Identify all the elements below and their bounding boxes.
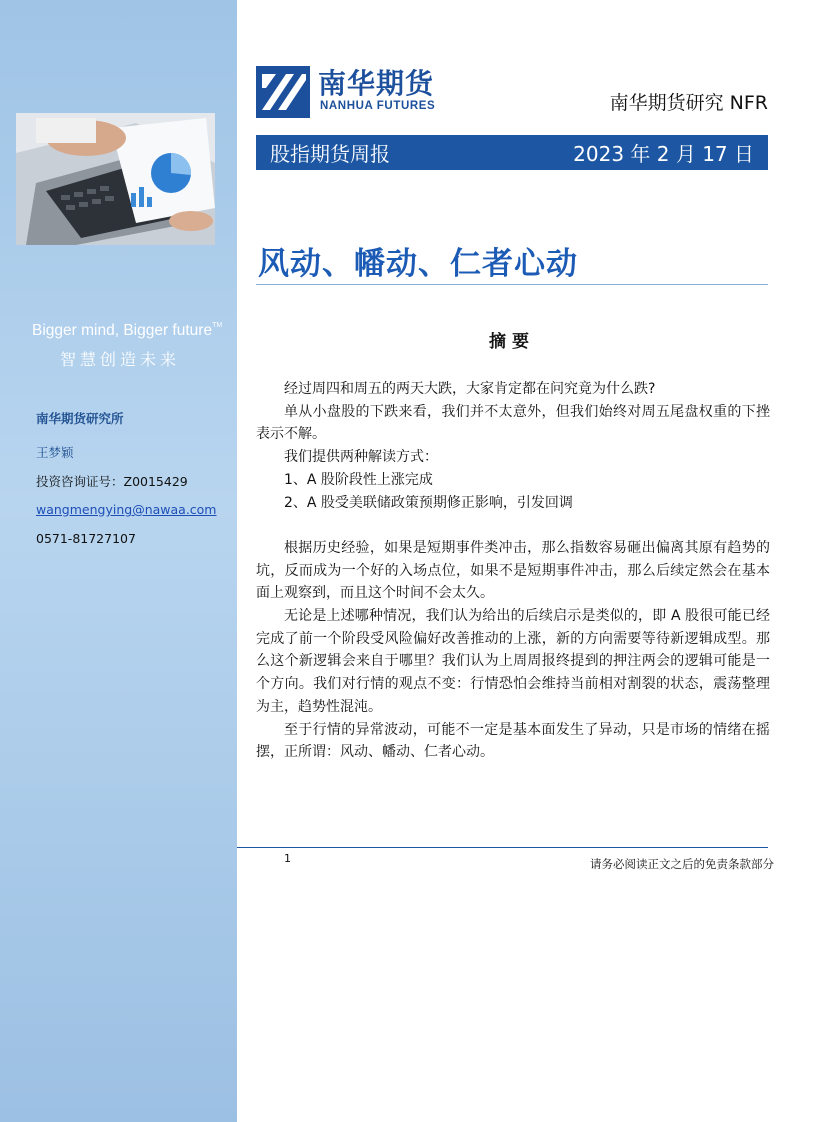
disclaimer-note: 请务必阅读正文之后的免责条款部分 xyxy=(590,857,774,871)
paragraph: 无论是上述哪种情况，我们认为给出的后续启示是类似的，即 A 股很可能已经完成了前一个阶段受风险偏好改善推动的上涨，新的方向需要等待新逻辑成型。那么这个新逻辑会来自于哪里？我们认为上周周报终提到的押注两会的逻辑可能是一个方向。我们对行情的观点不变：行情恐怕会维持当前相对割裂的状态，震荡整理为主，趋势性混沌。 xyxy=(256,608,770,715)
cover-photo-illustration xyxy=(16,113,215,245)
page-number: 1 xyxy=(284,852,291,865)
list-item: 1、A 股阶段性上涨完成 xyxy=(284,471,433,488)
paragraph: 单从小盘股的下跌来看，我们并不太意外，但我们始终对周五尾盘权重的下挫表示不解。 xyxy=(256,403,770,443)
list-item: 2、A 股受美联储政策预期修正影响，引发回调 xyxy=(284,494,573,511)
header-research-label: 南华期货研究 NFR xyxy=(609,92,768,114)
paragraph: 经过周四和周五的两天大跌，大家肯定都在问究竟为什么跌? xyxy=(284,381,656,397)
footer-divider xyxy=(237,847,768,848)
report-type-bar xyxy=(256,135,768,170)
summary-heading: 摘要 xyxy=(489,332,535,352)
report-date: 2023 年 2 月 17 日 xyxy=(573,142,754,166)
page-title: 风动、幡动、仁者心动 xyxy=(258,246,578,282)
analyst-name: 王梦颖 xyxy=(36,445,74,460)
paragraph: 至于行情的异常波动，可能不一定是基本面发生了异动，只是市场的情绪在摇摆，正所谓：风动、幡动、仁者心动。 xyxy=(256,721,770,761)
slogan-chinese: 智慧创造未来 xyxy=(60,350,181,369)
nanhua-logo-icon xyxy=(256,66,310,118)
title-divider xyxy=(256,284,768,285)
slogan-english: Bigger mind, Bigger future™ xyxy=(32,322,223,339)
paragraph: 我们提供两种解读方式： xyxy=(284,449,438,466)
cover-photo xyxy=(16,113,215,245)
sidebar xyxy=(0,0,237,1122)
paragraph: 根据历史经验，如果是短期事件类冲击，那么指数容易砸出偏离其原有趋势的坑，反而成为一个好的入场点位，如果不是短期事件冲击，那么后续定然会在基本面上观察到，而且这个时间不会太久。 xyxy=(256,539,770,602)
institute-name: 南华期货研究所 xyxy=(36,411,124,426)
summary-body xyxy=(256,378,770,764)
report-type: 股指期货周报 xyxy=(270,142,390,166)
logo-text-english: NANHUA FUTURES xyxy=(320,100,436,112)
analyst-phone: 0571-81727107 xyxy=(36,531,136,546)
certificate-number: 投资咨询证号：Z0015429 xyxy=(36,474,188,489)
analyst-email-link[interactable]: wangmengying@nawaa.com xyxy=(36,502,217,517)
logo-text-chinese: 南华期货 xyxy=(318,67,435,100)
